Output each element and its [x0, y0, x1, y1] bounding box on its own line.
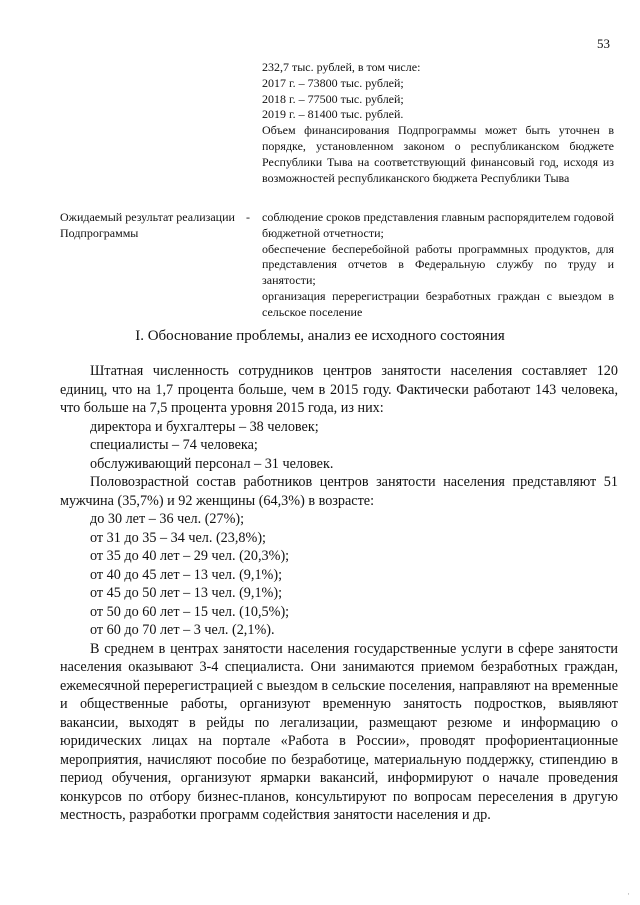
staff-item: обслуживающий персонал – 31 человек.: [90, 455, 334, 472]
age-group-item: от 31 до 35 – 34 чел. (23,8%);: [90, 529, 266, 546]
age-group-item: до 30 лет – 36 чел. (27%);: [90, 511, 245, 527]
section-title: I. Обоснование проблемы, анализ ее исходного состояния: [135, 328, 505, 344]
expected-results-dash: -: [246, 210, 250, 224]
age-group-item: от 45 до 50 лет – 13 чел. (9,1%);: [90, 585, 283, 601]
expected-result-item: обеспечение бесперебойной работы программных продуктов, для представления отчетов в Федеральную службу по труду и занятости;: [262, 241, 614, 288]
financing-line: 232,7 тыс. рублей, в том числе:: [262, 60, 421, 74]
financing-note: Объем финансирования Подпрограммы может быть уточнен в порядке, установленном законом о республиканском бюджете Республики Тыва на соответствующий финансовый год, исходя из возможностей республиканского бюджета Республики Тыва: [262, 123, 614, 185]
gender-age-paragraph: Половозрастной состав работников центров занятости населения представляют 51 мужчина (35,7%) и 92 женщины (64,3%) в возрасте:: [60, 474, 618, 509]
age-group-item: от 60 до 70 лет – 3 чел. (2,1%).: [90, 622, 275, 638]
expected-result-item: организация перерегистрации безработных граждан с выездом в сельское поселение: [262, 288, 614, 319]
age-group-item: от 40 до 45 лет – 13 чел. (9,1%);: [90, 566, 283, 583]
page-number: 53: [597, 36, 610, 51]
expected-results-label: Ожидаемый результат реализации Подпрограммы: [60, 210, 235, 240]
expected-results-list: [262, 210, 614, 321]
financing-line: 2019 г. – 81400 тыс. рублей.: [262, 107, 404, 122]
staff-item: специалисты – 74 человека;: [90, 437, 258, 453]
age-group-item: от 50 до 60 лет – 15 чел. (10,5%);: [90, 603, 290, 620]
financing-line: 2018 г. – 77500 тыс. рублей;: [262, 91, 404, 106]
expected-result-item: соблюдение сроков представления главным распорядителем годовой бюджетной отчетности;: [262, 210, 614, 240]
financing-block: [262, 60, 614, 186]
staff-item: директора и бухгалтеры – 38 человек;: [90, 418, 319, 435]
age-group-item: от 35 до 40 лет – 29 чел. (20,3%);: [90, 548, 290, 564]
main-text: [60, 362, 618, 825]
financing-line: 2017 г. – 73800 тыс. рублей;: [262, 75, 404, 90]
corner-mark: ·: [627, 889, 630, 899]
staff-paragraph: Штатная численность сотрудников центров занятости населения составляет 120 единиц, что на 1,7 процента больше, чем в 2015 году. Фактически работают 143 человека, что больше на 7,5 процента уровня 2015 года, из них:: [60, 363, 618, 416]
services-paragraph: В среднем в центрах занятости населения государственные услуги в сфере занятости населения оказывают 3-4 специалиста. Они занимаются приемом безработных граждан, ежемесячной перерегистрацией с выездом в сельские поселения, направляют на временные и общественные работы, организуют временную занятость подростков, выявляют вакансии, выходят в рейды по легализации, размещают резюме и информацию о юридических лицах на портале «Работа в России», проводят профориентационные мероприятия, начисляют пособие по безработице, материальную поддержку, стипендию в период обучения, организуют ярмарки вакансий, информируют о начале проведения конкурсов по отбору бизнес-планов, консультируют по вопросам переселения в другую местность, разработки программ содействия занятости населения и др.: [60, 640, 618, 823]
